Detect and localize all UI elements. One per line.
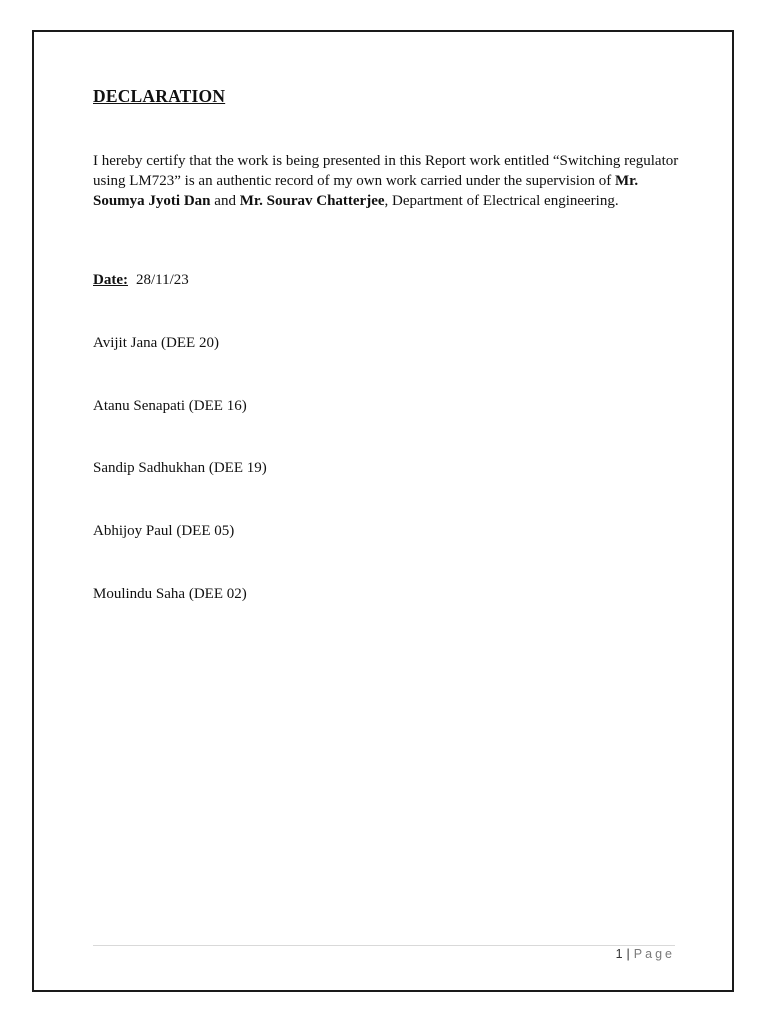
supervisor-1-name: Mr. Soumya Jyoti Dan — [93, 173, 639, 209]
date-value: 28/11/23 — [135, 272, 189, 288]
paragraph-text-3: , Department of Electrical engineering. — [384, 193, 619, 209]
page-word: Page — [633, 947, 675, 961]
member-entry: Moulindu Saha (DEE 02) — [93, 586, 247, 602]
date-label: Date: — [93, 272, 128, 288]
paragraph-text-2: and — [210, 193, 240, 209]
declaration-heading: DECLARATION — [93, 86, 226, 106]
page-number: 1 — [615, 947, 623, 961]
page-footer — [616, 947, 675, 961]
footer-separator: | — [626, 947, 630, 961]
paragraph-text-1: I hereby certify that the work is being presented in this Report work entitled “Switching regulator using LM723” is an authentic record of my own work carried under the supervision of — [93, 153, 679, 189]
date-line — [93, 272, 189, 289]
supervisor-2-name: Mr. Sourav Chatterjee — [239, 193, 385, 209]
member-entry: Atanu Senapati (DEE 16) — [93, 398, 247, 414]
member-entry: Avijit Jana (DEE 20) — [93, 335, 219, 351]
member-entry: Abhijoy Paul (DEE 05) — [93, 523, 235, 539]
member-entry: Sandip Sadhukhan (DEE 19) — [93, 460, 267, 476]
declaration-paragraph — [93, 151, 683, 211]
footer-divider — [93, 945, 675, 946]
